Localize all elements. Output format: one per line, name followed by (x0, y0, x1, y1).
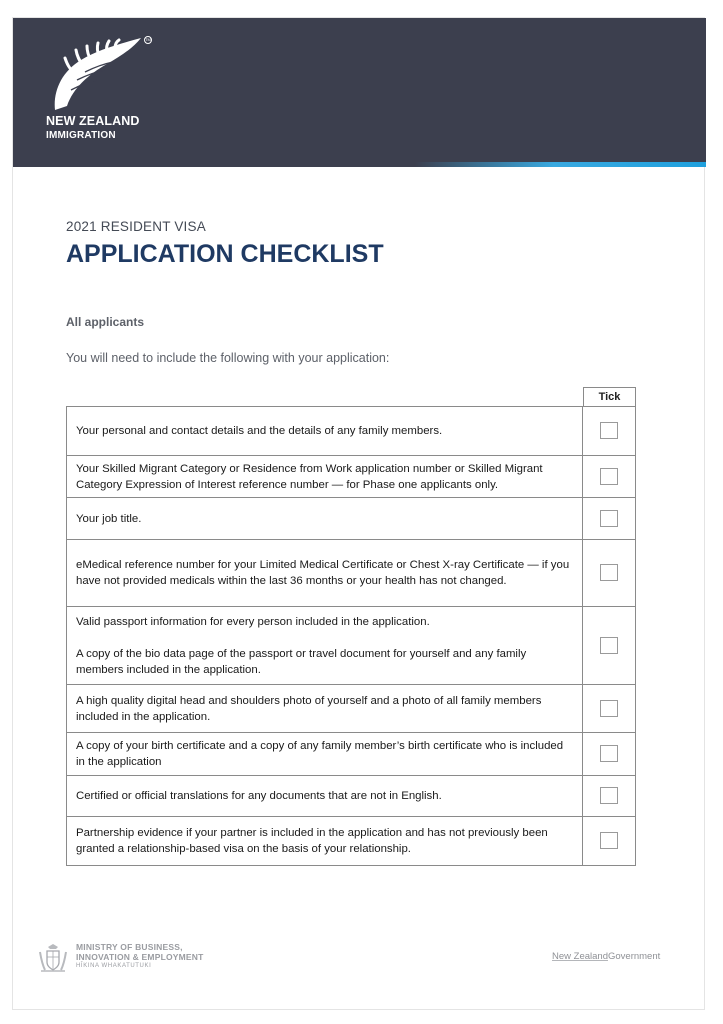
page-title: APPLICATION CHECKLIST (66, 240, 384, 268)
table-row (67, 498, 636, 540)
tick-checkbox[interactable] (600, 564, 618, 581)
table-row (67, 456, 636, 498)
table-row (67, 733, 636, 776)
checklist-item-text: Your Skilled Migrant Category or Residence from Work application number or Skilled Migrant Category Expression of Interest reference number — for Phase one applicants only. (67, 456, 583, 498)
nz-government-logo: New ZealandGovernment (552, 951, 661, 962)
silver-fern-icon (45, 34, 149, 114)
coat-of-arms-icon (36, 940, 70, 974)
tick-checkbox[interactable] (600, 832, 618, 849)
checklist-item-text: Certified or official translations for any documents that are not in English. (67, 776, 583, 817)
tick-checkbox[interactable] (600, 637, 618, 654)
mbie-line-2: INNOVATION & EMPLOYMENT (76, 952, 204, 962)
table-row (67, 540, 636, 607)
tick-checkbox[interactable] (600, 510, 618, 527)
tick-checkbox[interactable] (600, 700, 618, 717)
mbie-line-3: HĪKINA WHAKATUTUKI (76, 963, 152, 969)
checklist-item-text: Your personal and contact details and the details of any family members. (67, 407, 583, 456)
tick-checkbox[interactable] (600, 468, 618, 485)
checklist-item-text: Your job title. (67, 498, 583, 540)
tick-checkbox[interactable] (600, 745, 618, 762)
header-banner (13, 18, 706, 162)
checklist-table (66, 406, 636, 866)
table-row (67, 607, 636, 685)
logo-text-immigration: IMMIGRATION (46, 130, 116, 141)
checklist-item-text: A high quality digital head and shoulders photo of yourself and a photo of all family members included in the application. (67, 685, 583, 733)
checklist-item-text: eMedical reference number for your Limited Medical Certificate or Chest X-ray Certificate — if you have not provided medicals within the last 36 months or your health has not changed. (67, 540, 583, 607)
checklist-item-text: Partnership evidence if your partner is included in the application and has not previously been granted a relationship-based visa on the basis of your relationship. (67, 817, 583, 866)
document-eyebrow: 2021 RESIDENT VISA (66, 219, 206, 234)
table-row (67, 685, 636, 733)
checklist-item-text: A copy of your birth certificate and a copy of any family member’s birth certificate who is included in the application (67, 733, 583, 776)
checklist-item-text: Valid passport information for every person included in the application. A copy of the bio data page of the passport or travel document for yourself and any family members included in the application. (67, 607, 583, 685)
tick-checkbox[interactable] (600, 787, 618, 804)
table-row (67, 407, 636, 456)
section-heading: All applicants (66, 315, 145, 329)
mbie-line-1: MINISTRY OF BUSINESS, (76, 942, 183, 952)
tick-checkbox[interactable] (600, 422, 618, 439)
tick-column-header: Tick (583, 387, 636, 406)
trademark-mark: TM (145, 37, 151, 42)
logo-text-new-zealand: NEW ZEALAND (46, 114, 140, 128)
table-row (67, 817, 636, 866)
header-accent-stripe (13, 162, 706, 167)
intro-text: You will need to include the following with your application: (66, 351, 390, 365)
table-row (67, 776, 636, 817)
